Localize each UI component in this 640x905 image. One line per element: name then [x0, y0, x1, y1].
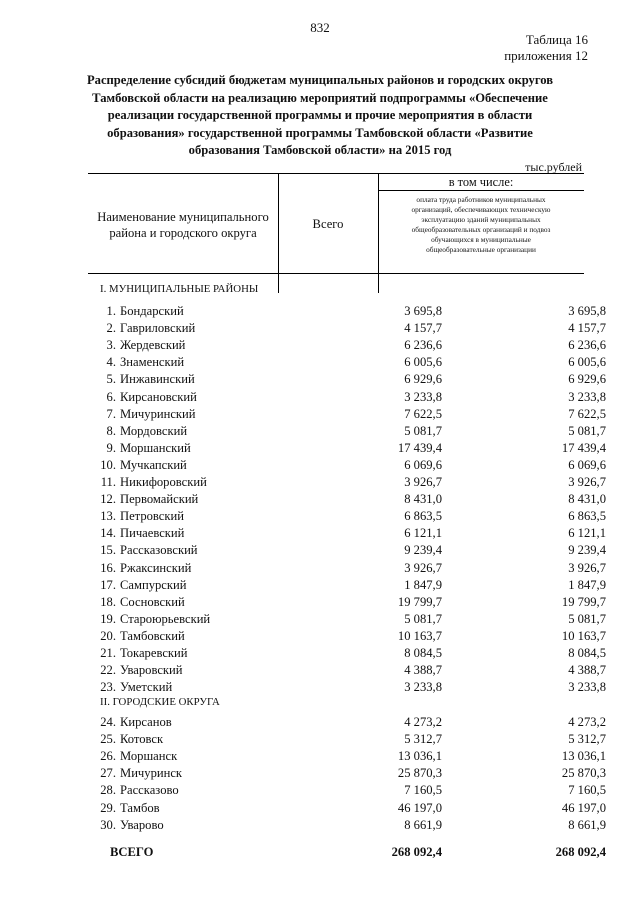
row-name: [88, 407, 278, 422]
row-label: Инжавинский: [120, 372, 195, 386]
table-row: [88, 715, 606, 732]
title-line: Тамбовской области на реализацию мероприятий подпрограммы «Обеспечение: [92, 90, 548, 105]
row-number: 23.: [100, 680, 116, 694]
table-row: [88, 783, 606, 800]
header-name-line: района и городского округа: [109, 226, 257, 240]
row-label: Мичуринск: [120, 766, 183, 780]
row-name: [88, 578, 278, 593]
row-label: Сампурский: [120, 578, 187, 592]
row-including: 6 121,1: [568, 526, 606, 540]
table-row: [88, 612, 606, 629]
header-desc-line: обучающихся в муниципальные: [431, 235, 531, 244]
row-total: 6 005,6: [404, 355, 442, 369]
row-including: 5 081,7: [568, 612, 606, 626]
row-label: Рассказовский: [120, 543, 198, 557]
row-total: 3 926,7: [404, 561, 442, 575]
row-including: 3 233,8: [568, 390, 606, 404]
row-label: Первомайский: [120, 492, 199, 506]
row-label: Котовск: [120, 732, 164, 746]
row-label: Моршанск: [120, 749, 178, 763]
row-name: [88, 749, 278, 764]
page-number: 832: [310, 20, 330, 35]
row-number: 26.: [100, 749, 116, 763]
row-name: [88, 390, 278, 405]
row-total: 8 661,9: [404, 818, 442, 832]
row-including: 10 163,7: [561, 629, 606, 643]
row-name: [88, 629, 278, 644]
row-name: [88, 818, 278, 833]
row-total: 4 157,7: [404, 321, 442, 335]
table-header: [88, 173, 584, 273]
row-name: [88, 783, 278, 798]
row-name: [88, 543, 278, 558]
row-name: [88, 732, 278, 747]
row-name: ВСЕГО: [110, 845, 154, 859]
table-row: [88, 492, 606, 509]
column-divider: [378, 173, 379, 293]
section-heading: I. МУНИЦИПАЛЬНЫЕ РАЙОНЫ: [100, 283, 259, 295]
table-row: [88, 321, 606, 338]
row-including: 268 092,4: [555, 845, 606, 859]
appendix-label: приложения 12: [504, 48, 588, 63]
row-including: 8 661,9: [568, 818, 606, 832]
row-including: 3 695,8: [568, 304, 606, 318]
table-row: [88, 441, 606, 458]
row-including: 3 233,8: [568, 680, 606, 694]
grand-total-row: [88, 845, 606, 862]
column-divider: [278, 173, 279, 293]
table-row: [88, 663, 606, 680]
row-label: Никифоровский: [120, 475, 207, 489]
row-name: [88, 612, 278, 627]
row-number: 24.: [100, 715, 116, 729]
table-row: [88, 766, 606, 783]
row-label: Сосновский: [120, 595, 185, 609]
row-including: 19 799,7: [561, 595, 606, 609]
row-including: 7 160,5: [568, 783, 606, 797]
row-including: 4 388,7: [568, 663, 606, 677]
row-label: Знаменский: [120, 355, 185, 369]
row-name: [88, 304, 278, 319]
row-number: 10.: [100, 458, 116, 472]
row-label: Пичаевский: [120, 526, 185, 540]
row-name: [88, 663, 278, 678]
header-desc-line: организаций, обеспечивающих техническую: [411, 205, 551, 214]
table-row: [88, 561, 606, 578]
row-including: 5 312,7: [568, 732, 606, 746]
row-including: 17 439,4: [561, 441, 606, 455]
row-total: 7 160,5: [404, 783, 442, 797]
row-total: 1 847,9: [404, 578, 442, 592]
row-number: 9.: [106, 441, 116, 455]
title-line: реализации государственной программы и прочие мероприятия в области: [107, 108, 533, 123]
row-including: 6 005,6: [568, 355, 606, 369]
row-number: 18.: [100, 595, 116, 609]
row-total: 3 695,8: [404, 304, 442, 318]
row-including: 3 926,7: [568, 475, 606, 489]
row-including: 8 084,5: [568, 646, 606, 660]
row-label: Мучкапский: [120, 458, 187, 472]
row-number: 12.: [100, 492, 116, 506]
row-including: 9 239,4: [568, 543, 606, 557]
units-label: тыс.рублей: [525, 160, 582, 174]
row-name: [88, 766, 278, 781]
row-total: 13 036,1: [397, 749, 442, 763]
row-label: Бондарский: [120, 304, 184, 318]
subheader-rule: [378, 190, 584, 191]
header-desc-line: общеобразовательных организаций и подвоз: [411, 225, 551, 234]
section-heading: II. ГОРОДСКИЕ ОКРУГА: [100, 696, 220, 708]
table-row: [88, 304, 606, 321]
table-row: [88, 646, 606, 663]
row-total: 5 081,7: [404, 424, 442, 438]
row-total: 4 388,7: [404, 663, 442, 677]
row-name: [88, 372, 278, 387]
row-name: [88, 475, 278, 490]
header-desc-line: общеобразовательные организации: [426, 245, 536, 254]
row-number: 21.: [100, 646, 116, 660]
row-total: 5 312,7: [404, 732, 442, 746]
row-number: 4.: [106, 355, 116, 369]
row-total: 268 092,4: [391, 845, 442, 859]
row-total: 4 273,2: [404, 715, 442, 729]
table-row: [88, 680, 606, 697]
row-number: 22.: [100, 663, 116, 677]
row-number: 3.: [106, 338, 116, 352]
row-total: 3 233,8: [404, 390, 442, 404]
row-label: Уметский: [120, 680, 173, 694]
row-total: 8 431,0: [404, 492, 442, 506]
row-name: [88, 680, 278, 695]
row-total: 10 163,7: [397, 629, 442, 643]
row-number: 29.: [100, 801, 116, 815]
row-including: 1 847,9: [568, 578, 606, 592]
row-label: Староюрьевский: [120, 612, 211, 626]
header-bottom-rule: [88, 273, 584, 274]
row-name: [88, 492, 278, 507]
row-including: 13 036,1: [561, 749, 606, 763]
row-number: 11.: [100, 475, 116, 489]
row-label: Тамбовский: [120, 629, 185, 643]
row-name: [88, 458, 278, 473]
header-description: [384, 195, 578, 255]
row-name: [88, 338, 278, 353]
row-label: Гавриловский: [120, 321, 196, 335]
table-row: [88, 407, 606, 424]
row-name: [88, 355, 278, 370]
row-name: [88, 801, 278, 816]
row-label: Уваровский: [120, 663, 183, 677]
table-row: [88, 629, 606, 646]
row-name: [88, 424, 278, 439]
row-including: 7 622,5: [568, 407, 606, 421]
table-row: [88, 424, 606, 441]
header-name-column: [88, 209, 278, 241]
row-total: 19 799,7: [397, 595, 442, 609]
row-label: Моршанский: [120, 441, 191, 455]
row-name: [88, 561, 278, 576]
row-label: Жердевский: [120, 338, 186, 352]
row-including: 4 273,2: [568, 715, 606, 729]
row-including: 5 081,7: [568, 424, 606, 438]
row-total: 7 622,5: [404, 407, 442, 421]
row-total: 6 236,6: [404, 338, 442, 352]
table-label: Таблица 16: [525, 32, 588, 47]
row-total: 6 929,6: [404, 372, 442, 386]
row-number: 17.: [100, 578, 116, 592]
row-number: 15.: [100, 543, 116, 557]
row-total: 9 239,4: [404, 543, 442, 557]
row-total: 8 084,5: [404, 646, 442, 660]
table-row: [88, 543, 606, 560]
table-row: [88, 526, 606, 543]
header-name-line: Наименование муниципального: [97, 210, 269, 224]
row-label: Мордовский: [120, 424, 188, 438]
row-label: Кирсанов: [120, 715, 172, 729]
row-name: [88, 321, 278, 336]
row-number: 19.: [100, 612, 116, 626]
table-row: [88, 801, 606, 818]
row-label: Петровский: [120, 509, 184, 523]
row-number: 27.: [100, 766, 116, 780]
row-label: Тамбов: [120, 801, 160, 815]
header-including: в том числе:: [448, 175, 514, 189]
row-number: 30.: [100, 818, 116, 832]
document-title: [80, 72, 560, 160]
row-including: 25 870,3: [561, 766, 606, 780]
table-row: [88, 458, 606, 475]
row-including: 6 236,6: [568, 338, 606, 352]
row-number: 8.: [106, 424, 116, 438]
row-including: 46 197,0: [561, 801, 606, 815]
header-top-rule: [88, 173, 584, 174]
row-name: [88, 509, 278, 524]
row-total: 25 870,3: [397, 766, 442, 780]
row-number: 7.: [106, 407, 116, 421]
row-number: 14.: [100, 526, 116, 540]
row-label: Рассказово: [120, 783, 179, 797]
row-name: [88, 526, 278, 541]
row-total: 6 121,1: [404, 526, 442, 540]
row-name: [88, 441, 278, 456]
row-total: 3 926,7: [404, 475, 442, 489]
row-number: 6.: [106, 390, 116, 404]
row-total: 6 069,6: [404, 458, 442, 472]
row-including: 6 069,6: [568, 458, 606, 472]
row-number: 1.: [106, 304, 116, 318]
row-number: 2.: [106, 321, 116, 335]
table-row: [88, 578, 606, 595]
row-total: 6 863,5: [404, 509, 442, 523]
row-including: 4 157,7: [568, 321, 606, 335]
row-number: 13.: [100, 509, 116, 523]
row-including: 8 431,0: [568, 492, 606, 506]
row-name: [88, 715, 278, 730]
table-row: [88, 338, 606, 355]
row-including: 3 926,7: [568, 561, 606, 575]
table-row: [88, 749, 606, 766]
row-label: Кирсановский: [120, 390, 197, 404]
table-row: [88, 390, 606, 407]
row-total: 5 081,7: [404, 612, 442, 626]
row-total: 3 233,8: [404, 680, 442, 694]
table-row: [88, 595, 606, 612]
row-label: Уварово: [120, 818, 164, 832]
row-including: 6 863,5: [568, 509, 606, 523]
table-row: [88, 355, 606, 372]
row-total: 17 439,4: [397, 441, 442, 455]
table-row: [88, 818, 606, 835]
title-line: образования» государственной программы Тамбовской области «Развитие: [107, 125, 533, 140]
title-line: Распределение субсидий бюджетам муниципальных районов и городских округов: [86, 73, 554, 87]
table-row: [88, 732, 606, 749]
row-number: 5.: [106, 372, 116, 386]
row-label: Токаревский: [120, 646, 188, 660]
table-row: [88, 372, 606, 389]
row-number: 16.: [100, 561, 116, 575]
header-total-column: Всего: [312, 217, 344, 231]
row-number: 20.: [100, 629, 116, 643]
row-including: 6 929,6: [568, 372, 606, 386]
row-label: Ржаксинский: [120, 561, 192, 575]
row-total: 46 197,0: [397, 801, 442, 815]
table-row: [88, 509, 606, 526]
header-desc-line: эксплуатацию зданий муниципальных: [421, 215, 541, 224]
row-name: [88, 646, 278, 661]
table-reference: [504, 32, 588, 64]
title-line: образования Тамбовской области» на 2015 год: [188, 143, 452, 158]
row-name: [88, 595, 278, 610]
header-desc-line: оплата труда работников муниципальных: [416, 195, 546, 204]
row-label: Мичуринский: [120, 407, 196, 421]
row-number: 28.: [100, 783, 116, 797]
row-number: 25.: [100, 732, 116, 746]
table-row: [88, 475, 606, 492]
